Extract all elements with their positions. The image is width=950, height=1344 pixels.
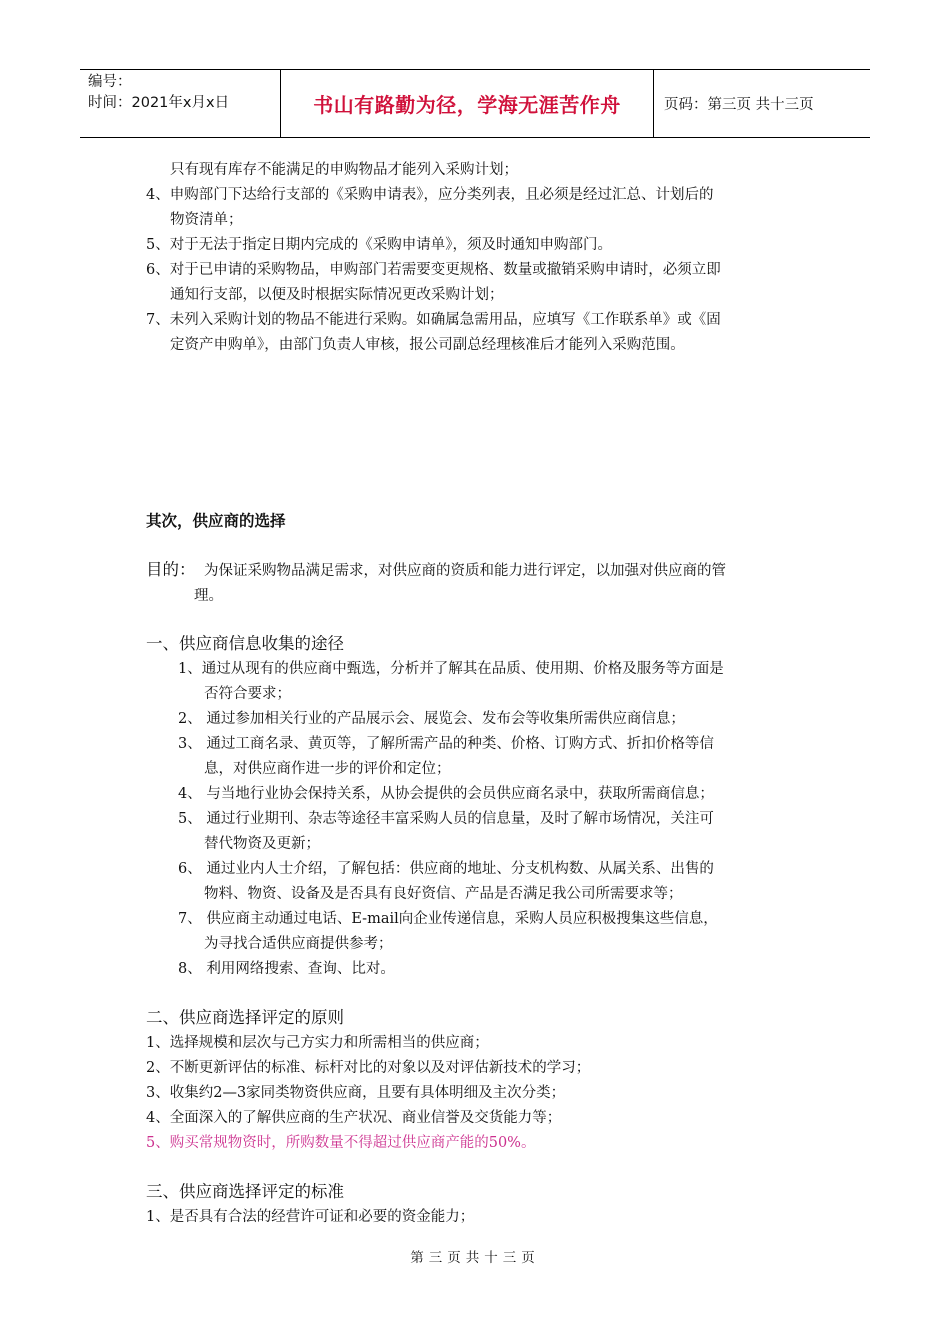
part3-heading: 三、供应商选择评定的标准 (146, 1182, 344, 1201)
list-item: 4、 与当地行业协会保持关系，从协会提供的会员供应商名录中，获取所需商信息； (178, 786, 714, 802)
section-title: 其次，供应商的选择 (146, 512, 286, 530)
motto: 书山有路勤为径，学海无涯苦作舟 (281, 70, 654, 137)
header-table (80, 69, 870, 138)
list-item: 2、不断更新评估的标准、标杆对比的对象以及对评估新技术的学习； (146, 1060, 591, 1076)
list-item: 1、通过从现有的供应商中甄选，分析并了解其在品质、使用期、价格及服务等方面是 (178, 661, 724, 677)
list-item: 6、 通过业内人士介绍，了解包括：供应商的地址、分支机构数、从属关系、出售的 (178, 861, 714, 877)
list-item: 2、 通过参加相关行业的产品展示会、展览会、发布会等收集所需供应商信息； (178, 711, 685, 727)
part1-heading: 一、供应商信息收集的途径 (146, 634, 344, 653)
list-item: 息，对供应商作进一步的评价和定位； (204, 761, 451, 777)
list-item: 4、全面深入的了解供应商的生产状况、商业信誉及交货能力等； (146, 1110, 562, 1126)
purpose-label: 目的： (146, 560, 196, 579)
time-label: 时间：2021年x月x日 (88, 95, 230, 111)
list-item: 物料、物资、设备及是否具有良好资信、产品是否满足我公司所需要求等； (204, 886, 683, 902)
text-line: 7、未列入采购计划的物品不能进行采购。如确属急需用品，应填写《工作联系单》或《固 (146, 312, 721, 328)
list-item: 5、 通过行业期刊、杂志等途径丰富采购人员的信息量，及时了解市场情况，关注可 (178, 811, 714, 827)
text-line: 定资产申购单》，由部门负责人审核，报公司副总经理核准后才能列入采购范围。 (170, 337, 685, 353)
list-item: 替代物资及更新； (204, 836, 320, 852)
purpose-line: 理。 (194, 588, 223, 604)
text-line: 4、申购部门下达给行支部的《采购申请表》，应分类列表，且必须是经过汇总、计划后的 (146, 187, 714, 203)
text-line: 6、对于已申请的采购物品，申购部门若需要变更规格、数量或撤销采购申请时，必须立即 (146, 262, 721, 278)
text-line: 5、对于无法于指定日期内完成的《采购申请单》，须及时通知申购部门。 (146, 237, 612, 253)
page-footer: 第三页共十三页 (410, 1250, 540, 1266)
code-label: 编号： (88, 74, 132, 90)
list-item: 1、是否具有合法的经营许可证和必要的资金能力； (146, 1209, 475, 1225)
text-line: 只有现有库存不能满足的申购物品才能列入采购计划； (170, 162, 518, 178)
list-item: 否符合要求； (204, 686, 291, 702)
list-item: 3、 通过工商名录、黄页等，了解所需产品的种类、价格、订购方式、折扣价格等信 (178, 736, 714, 752)
list-item: 7、 供应商主动通过电话、E-mail向企业传递信息，采购人员应积极搜集这些信息， (178, 911, 718, 927)
highlighted-list-item: 5、购买常规物资时，所购数量不得超过供应商产能的50%。 (146, 1135, 536, 1151)
list-item: 1、选择规模和层次与己方实力和所需相当的供应商； (146, 1035, 489, 1051)
part2-heading: 二、供应商选择评定的原则 (146, 1008, 344, 1027)
list-item: 为寻找合适供应商提供参考； (204, 936, 393, 952)
list-item: 3、收集约2—3家同类物资供应商，且要有具体明细及主次分类； (146, 1085, 566, 1101)
purpose-line: 为保证采购物品满足需求，对供应商的资质和能力进行评定，以加强对供应商的管 (204, 563, 726, 579)
text-line: 物资清单； (170, 212, 243, 228)
list-item: 8、 利用网络搜索、查询、比对。 (178, 961, 395, 977)
header-meta-cell (80, 70, 281, 137)
page-indicator: 页码：第三页 共十三页 (664, 97, 814, 113)
text-line: 通知行支部，以便及时根据实际情况更改采购计划； (170, 287, 504, 303)
